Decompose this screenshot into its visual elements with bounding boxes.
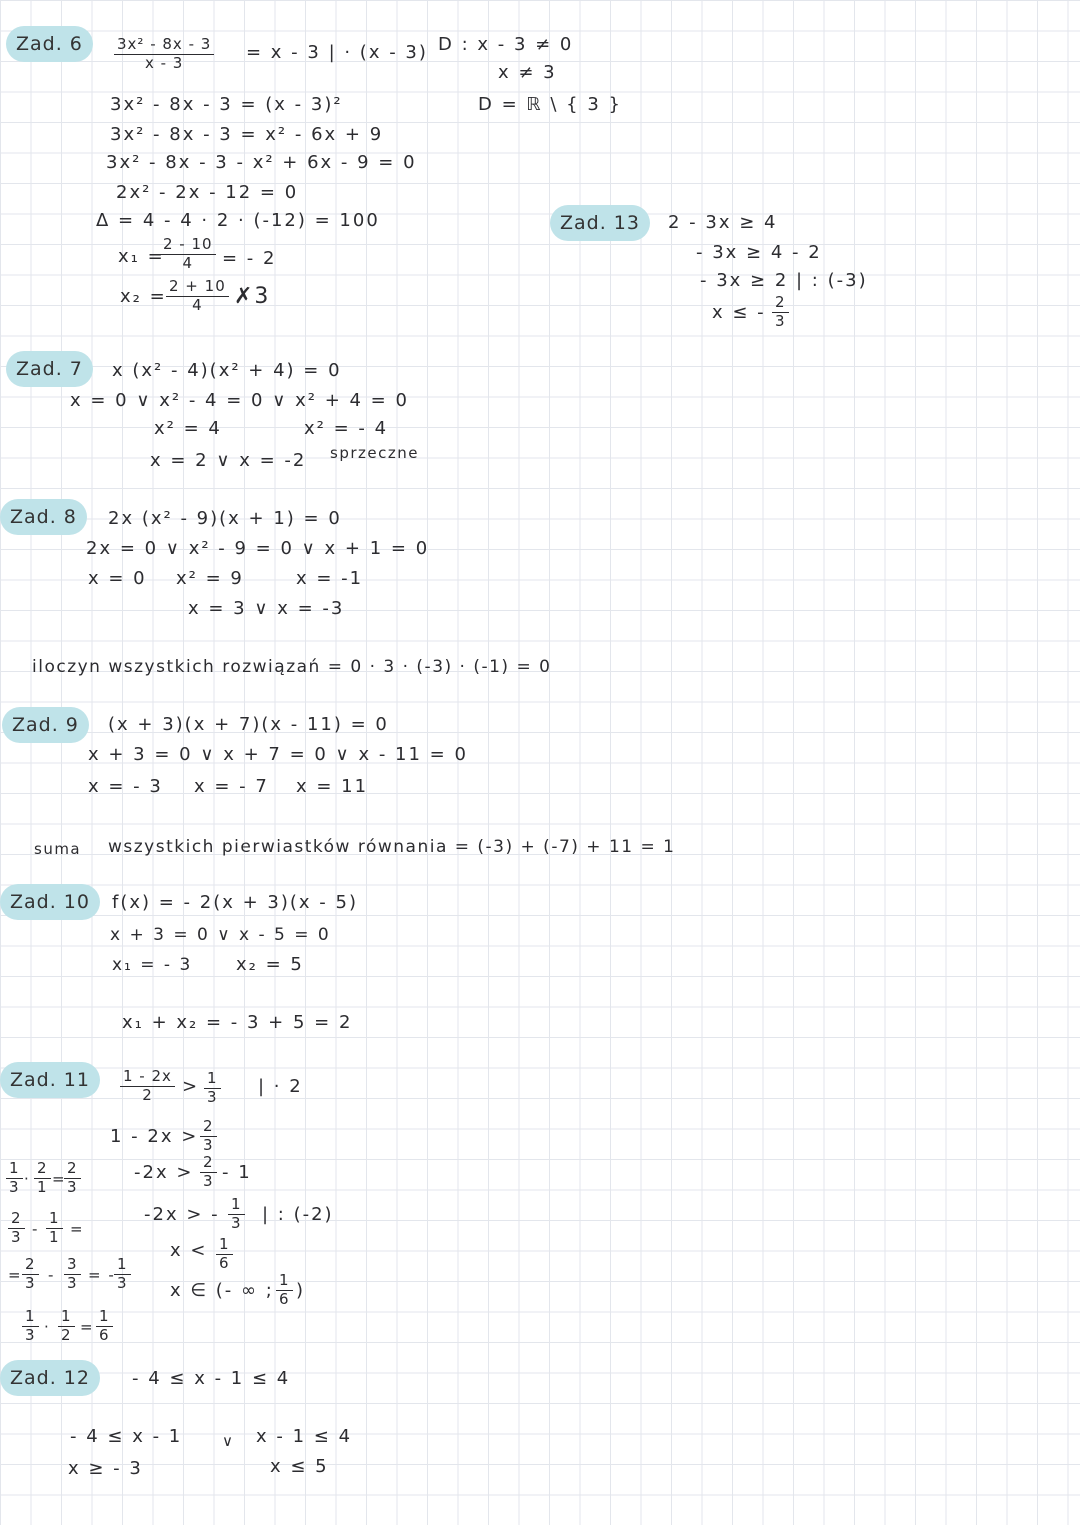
fraction-denominator: 2 — [142, 1086, 153, 1104]
side-calc-1-eq: = — [52, 1170, 67, 1188]
fraction-numerator: 1 — [6, 1160, 23, 1179]
task-13-line-4: x ≤ - — [712, 302, 766, 323]
task-12-line-2b: x - 1 ≤ 4 — [256, 1426, 353, 1447]
fraction-numerator: 1 — [204, 1070, 221, 1089]
task-6-line-2: 3x² - 8x - 3 = x² - 6x + 9 — [110, 124, 384, 145]
fraction-denominator: 3 — [67, 1274, 78, 1292]
task-11-line-4a: -2x > - — [144, 1204, 220, 1225]
task-6-domain-line-1: D : x - 3 ≠ 0 — [438, 34, 574, 55]
task-12-line-3a: x ≥ - 3 — [68, 1458, 143, 1479]
task-7-contradiction: sprzeczne — [330, 444, 419, 462]
fraction-numerator: 3 — [64, 1256, 81, 1275]
task-8-line-3c: x = -1 — [296, 568, 364, 589]
task-13-line-2: - 3x ≥ 4 - 2 — [696, 242, 822, 263]
fraction-numerator: 1 — [216, 1236, 233, 1255]
task-9-line-1: (x + 3)(x + 7)(x - 11) = 0 — [108, 714, 389, 735]
fraction-denominator: 3 — [25, 1274, 36, 1292]
task-11-line-6a: x ∈ (- ∞ ; — [170, 1280, 274, 1301]
fraction-denominator: 3 — [207, 1088, 218, 1106]
side-calc-1-a — [6, 1160, 23, 1196]
side-calc-2-minus: - — [32, 1220, 39, 1238]
fraction-numerator: 2 — [8, 1210, 25, 1229]
task-6-line-4: 2x² - 2x - 12 = 0 — [116, 182, 299, 203]
task-9-label: Zad. 9 — [2, 707, 89, 743]
task-8-line-3b: x² = 9 — [176, 568, 244, 589]
task-12-or: ∨ — [222, 1432, 235, 1450]
task-11-line-3b: - 1 — [222, 1162, 252, 1183]
side-calc-3-c — [114, 1256, 131, 1292]
task-13-line-3: - 3x ≥ 2 | : (-3) — [700, 270, 868, 291]
fraction-numerator: 1 — [114, 1256, 131, 1275]
fraction-denominator: 3 — [117, 1274, 128, 1292]
task-9-line-2: x + 3 = 0 ∨ x + 7 = 0 ∨ x - 11 = 0 — [88, 744, 468, 765]
fraction-numerator: 1 — [46, 1210, 63, 1229]
fraction-numerator: 2 — [34, 1160, 51, 1179]
task-8-line-2: 2x = 0 ∨ x² - 9 = 0 ∨ x + 1 = 0 — [86, 538, 430, 559]
task-8-label: Zad. 8 — [0, 499, 87, 535]
task-9-line-3c: x = 11 — [296, 776, 369, 797]
task-13-label: Zad. 13 — [550, 205, 650, 241]
side-calc-3-a — [22, 1256, 39, 1292]
task-11-line-3a: -2x > — [134, 1162, 194, 1183]
task-13-line-1: 2 - 3x ≥ 4 — [668, 212, 778, 233]
task-7-line-3b: x² = - 4 — [304, 418, 389, 439]
side-calc-2-b — [46, 1210, 63, 1246]
task-11-sixth-2 — [276, 1272, 293, 1308]
task-11-two-thirds — [200, 1118, 217, 1154]
side-calc-4-eq: = — [80, 1318, 95, 1336]
fraction-numerator: 2 — [200, 1118, 217, 1137]
fraction-denominator: 3 — [775, 312, 786, 330]
side-calc-3-b — [64, 1256, 81, 1292]
side-calc-3-minus: - — [48, 1266, 55, 1284]
task-10-line-3b: x₂ = 5 — [236, 954, 304, 975]
task-9-sum-word: suma — [34, 840, 82, 858]
fraction-denominator: 1 — [49, 1228, 60, 1246]
task-10-line-4: x₁ + x₂ = - 3 + 5 = 2 — [122, 1012, 353, 1033]
task-6-x2-fraction — [166, 278, 229, 314]
task-7-line-3a: x² = 4 — [154, 418, 222, 439]
task-9-line-3a: x = - 3 — [88, 776, 163, 797]
side-calc-4-b — [58, 1308, 75, 1344]
task-10-label: Zad. 10 — [0, 884, 100, 920]
task-6-line-3: 3x² - 8x - 3 - x² + 6x - 9 = 0 — [106, 152, 417, 173]
side-calc-3-result: = - — [88, 1266, 116, 1284]
task-7-label: Zad. 7 — [6, 351, 93, 387]
task-10-line-3a: x₁ = - 3 — [112, 955, 193, 975]
fraction-denominator: 4 — [192, 296, 203, 314]
task-11-third — [204, 1070, 221, 1106]
side-calc-1-c — [64, 1160, 81, 1196]
fraction-denominator: 3 — [11, 1228, 22, 1246]
side-calc-1-b — [34, 1160, 51, 1196]
task-6-line-1: 3x² - 8x - 3 = (x - 3)² — [110, 94, 343, 115]
fraction-numerator: 2 — [772, 294, 789, 313]
fraction-numerator: 3x² - 8x - 3 — [114, 36, 214, 55]
fraction-numerator: 2 - 10 — [160, 236, 216, 255]
fraction-denominator: 6 — [219, 1254, 230, 1272]
side-calc-2-eq: = — [70, 1220, 85, 1238]
fraction-denominator: 6 — [279, 1290, 290, 1308]
fraction-numerator: 1 — [22, 1308, 39, 1327]
task-9-line-3b: x = - 7 — [194, 776, 269, 797]
side-calc-4-c — [96, 1308, 113, 1344]
task-6-x1-result: = - 2 — [222, 248, 277, 269]
fraction-denominator: 4 — [182, 254, 194, 272]
fraction-denominator: 2 — [61, 1326, 72, 1344]
fraction-numerator: 1 — [58, 1308, 75, 1327]
task-11-line-5a: x < — [170, 1240, 208, 1261]
task-11-line-6b: ) — [296, 1280, 306, 1301]
fraction-denominator: x - 3 — [144, 54, 184, 72]
task-7-line-1: x (x² - 4)(x² + 4) = 0 — [112, 360, 342, 381]
task-8-product: iloczyn wszystkich rozwiązań = 0 · 3 · (-3) · (-1) = 0 — [32, 657, 552, 677]
task-6-x1-lhs: x₁ = — [118, 246, 165, 267]
fraction-numerator: 2 + 10 — [166, 278, 229, 297]
side-calc-3-eq: = — [8, 1266, 23, 1284]
fraction-denominator: 3 — [231, 1214, 242, 1232]
side-calc-1-mul: · — [24, 1170, 31, 1188]
task-9-sum: wszystkich pierwiastków równania = (-3) + (-7) + 11 = 1 — [108, 837, 676, 857]
task-12-line-1: - 4 ≤ x - 1 ≤ 4 — [132, 1368, 291, 1389]
side-calc-4-mul: · — [44, 1318, 51, 1336]
task-6-x1-fraction — [160, 236, 216, 272]
fraction-numerator: 1 — [276, 1272, 293, 1291]
task-7-line-2: x = 0 ∨ x² - 4 = 0 ∨ x² + 4 = 0 — [70, 390, 409, 411]
task-6-label: Zad. 6 — [6, 26, 93, 62]
task-7-line-4a: x = 2 ∨ x = -2 — [150, 450, 307, 471]
fraction-denominator: 3 — [203, 1172, 214, 1190]
fraction-numerator: 2 — [200, 1154, 217, 1173]
task-11-third-2 — [228, 1196, 245, 1232]
task-6-fraction — [114, 36, 214, 72]
task-6-equation-rhs: = x - 3 | · (x - 3) — [246, 42, 428, 63]
task-11-fraction — [120, 1068, 175, 1104]
task-10-line-2: x + 3 = 0 ∨ x - 5 = 0 — [110, 925, 331, 945]
fraction-numerator: 2 — [22, 1256, 39, 1275]
task-10-line-1: f(x) = - 2(x + 3)(x - 5) — [112, 892, 358, 913]
fraction-denominator: 1 — [37, 1178, 48, 1196]
task-11-sixth — [216, 1236, 233, 1272]
task-13-fraction — [772, 294, 789, 330]
fraction-numerator: 1 - 2x — [120, 1068, 175, 1087]
fraction-denominator: 3 — [25, 1326, 36, 1344]
task-11-label: Zad. 11 — [0, 1062, 100, 1098]
side-calc-2-a — [8, 1210, 25, 1246]
task-6-domain-line-2: x ≠ 3 — [498, 62, 557, 83]
task-8-line-1: 2x (x² - 9)(x + 1) = 0 — [108, 508, 342, 529]
fraction-numerator: 2 — [64, 1160, 81, 1179]
fraction-denominator: 3 — [203, 1136, 214, 1154]
task-11-gt: > — [182, 1076, 200, 1097]
fraction-denominator: 6 — [99, 1326, 110, 1344]
task-12-label: Zad. 12 — [0, 1360, 100, 1396]
task-8-line-4: x = 3 ∨ x = -3 — [188, 598, 345, 619]
task-6-x2-lhs: x₂ = — [120, 286, 167, 307]
task-12-line-3b: x ≤ 5 — [270, 1456, 329, 1477]
task-6-domain-line-3: D = ℝ \ { 3 } — [478, 94, 622, 115]
task-8-line-3a: x = 0 — [88, 568, 147, 589]
fraction-denominator: 3 — [9, 1178, 20, 1196]
task-11-line-2: 1 - 2x > — [110, 1126, 199, 1147]
task-11-line-4b: | : (-2) — [262, 1204, 334, 1225]
task-6-x2-rejected: ✗3 — [234, 284, 271, 309]
fraction-denominator: 3 — [67, 1178, 78, 1196]
task-11-two-thirds-2 — [200, 1154, 217, 1190]
side-calc-4-a — [22, 1308, 39, 1344]
fraction-numerator: 1 — [228, 1196, 245, 1215]
task-11-multiply-2: | · 2 — [258, 1076, 303, 1097]
fraction-numerator: 1 — [96, 1308, 113, 1327]
task-6-delta: Δ = 4 - 4 · 2 · (-12) = 100 — [96, 210, 380, 231]
task-12-line-2a: - 4 ≤ x - 1 — [70, 1426, 183, 1447]
